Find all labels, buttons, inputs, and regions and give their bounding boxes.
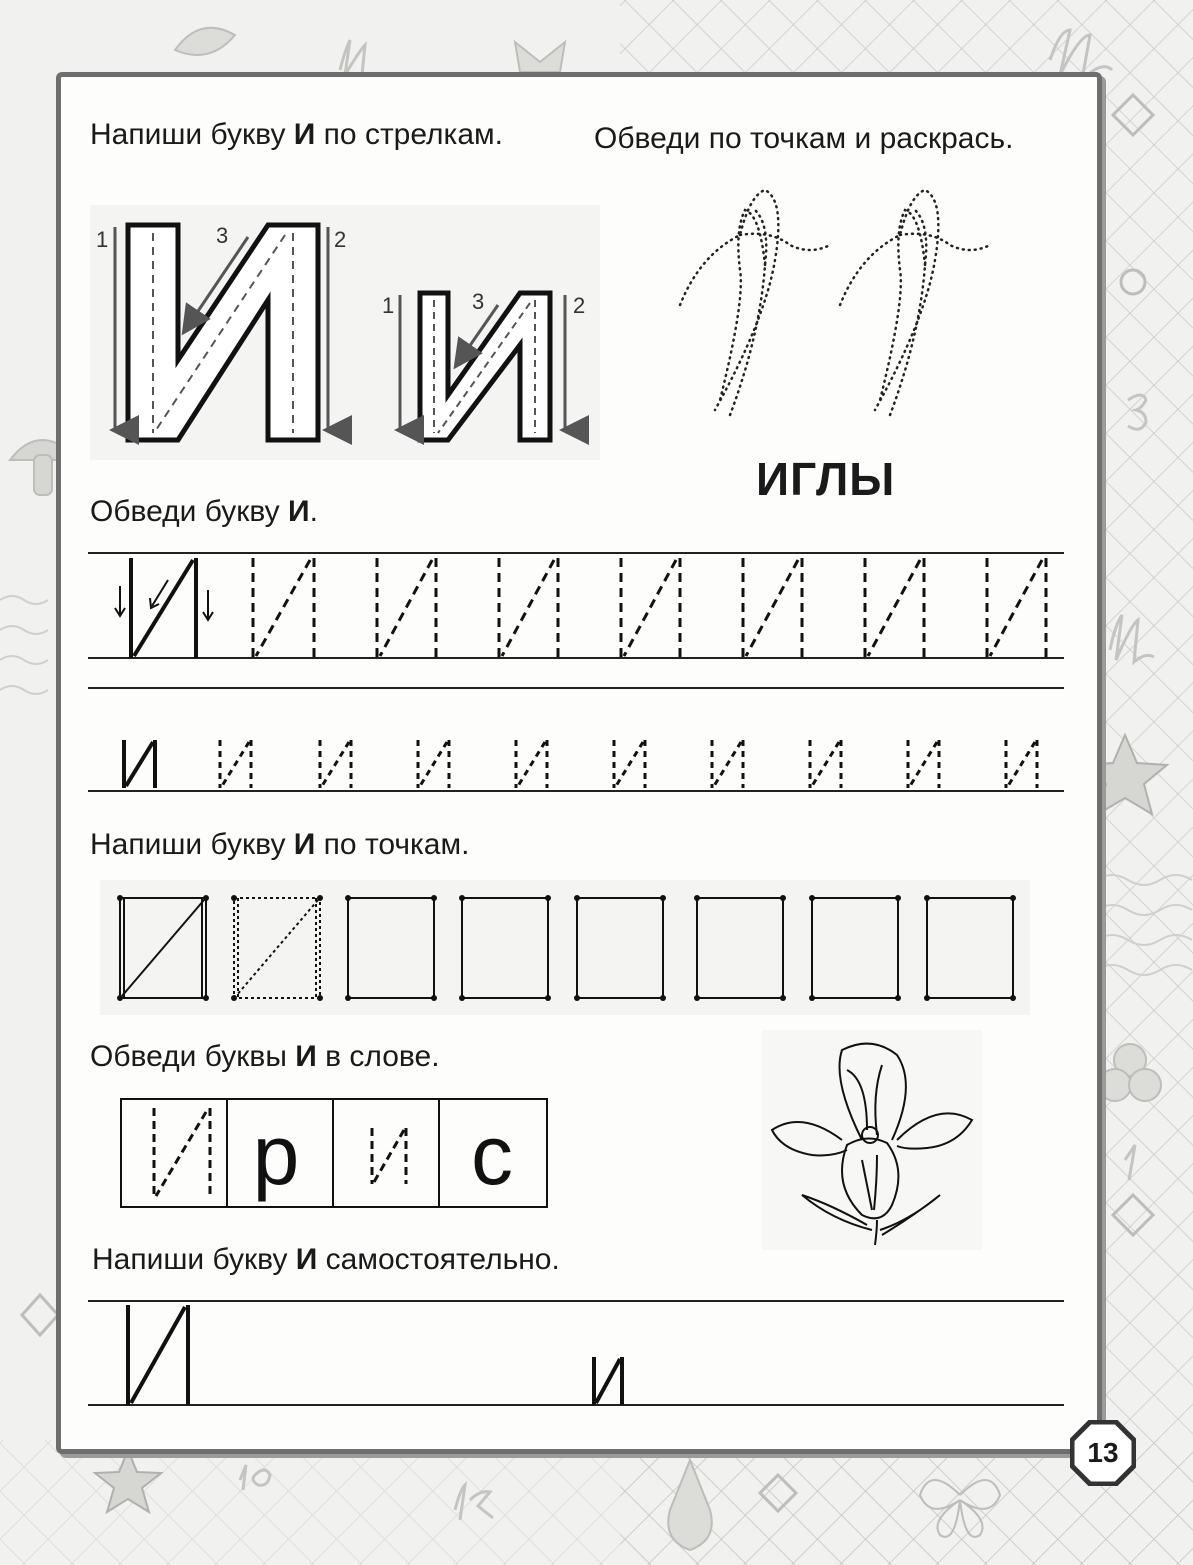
word-letter-r: р (252, 1108, 300, 1202)
stroke-number: 1 (382, 293, 395, 318)
instruction-letter: И (293, 118, 316, 151)
iris-flower-icon (762, 1030, 982, 1250)
instruction-text: . (309, 495, 318, 528)
page-number: 13 (1087, 1437, 1119, 1468)
stroke-number: 3 (216, 223, 229, 248)
instruction-trace-in-word (90, 1040, 440, 1074)
pine-needles-dotted-icon (670, 185, 1000, 425)
page-number-badge (1070, 1420, 1136, 1486)
instruction-text: Напиши букву (90, 118, 294, 151)
stroke-number: 1 (96, 227, 109, 252)
stroke-number: 2 (573, 293, 586, 318)
instruction-write-self (92, 1243, 560, 1277)
instruction-trace-arrows (90, 118, 503, 152)
instruction-letter: И (295, 1040, 317, 1073)
instruction-letter: И (288, 495, 310, 528)
instruction-trace-letter (90, 495, 318, 529)
picture-word: ИГЛЫ (756, 453, 896, 505)
instruction-trace-dots-color: Обведи по точкам и раскрась. (594, 122, 1014, 155)
write-self-row (88, 1295, 1068, 1410)
instruction-text: Напиши букву (92, 1243, 296, 1276)
instruction-text: Напиши букву (90, 828, 294, 861)
instruction-text: по стрелкам. (315, 118, 503, 151)
word-letter-s: с (471, 1108, 513, 1202)
instruction-text: по точкам. (315, 828, 470, 861)
instruction-letter: И (295, 1243, 318, 1276)
trace-letter-row-capital (88, 548, 1068, 798)
instruction-text: в слове. (316, 1040, 440, 1073)
arrow-letter-exercise (90, 205, 600, 460)
instruction-text: Обведи буквы (90, 1040, 296, 1073)
dot-boxes-exercise (100, 880, 1030, 1015)
stroke-number: 2 (334, 227, 347, 252)
word-cells-letters (120, 1098, 548, 1208)
instruction-letter: И (293, 828, 316, 861)
instruction-text: самостоятельно. (317, 1243, 560, 1276)
instruction-write-dots (90, 828, 469, 862)
stroke-number: 3 (472, 289, 485, 314)
instruction-text: Обведи букву (90, 495, 289, 528)
